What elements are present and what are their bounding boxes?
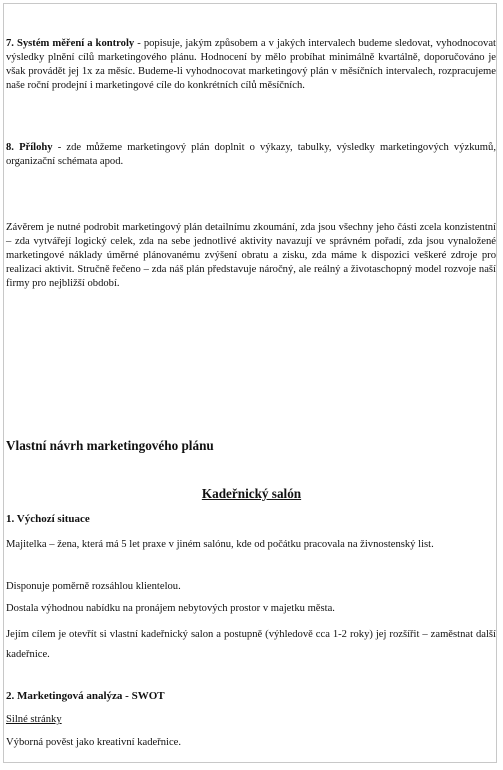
situation-title: 1. Výchozí situace [6, 513, 90, 525]
section-7-text: - popisuje, jakým způsobem a v jakých intervalech budeme sledovat, vyhodnocovat výsledky plnění cílů marketingového plánu. Hodnocení by mělo probíhat minimálně kvartálně, doporučováno je však provádět jej 1x za měsíc. Budeme-li vyhodnocovat marketingový plán v měsíčních intervalech, rozpracujeme naše roční prodejní i marketingové cíle do konkrétních cílů měsíčních. [6, 38, 496, 91]
situation-paragraph-4: Jejím cílem je otevřít si vlastní kadeřnický salon a postupně (výhledově cca 1-2 roky) jej rozšířit – zaměstnat další kadeřnice. [6, 629, 496, 660]
section-7-paragraph [6, 37, 496, 93]
situation-paragraph-3: Dostala výhodnou nabídku na pronájem nebytových prostor v majetku města. [6, 603, 335, 614]
situation-paragraph-2: Disponuje poměrně rozsáhlou klientelou. [6, 581, 181, 592]
swot-title: 2. Marketingová analýza - SWOT [6, 690, 165, 702]
salon-heading: Kadeřnický salón [201, 486, 302, 501]
section-7-title: 7. Systém měření a kontroly [6, 38, 135, 49]
section-8-text: - zde můžeme marketingový plán doplnit o výkazy, tabulky, výsledky marketingových výzkumů, organizační schémata apod. [6, 142, 496, 167]
section-8-paragraph [6, 141, 496, 169]
conclusion-paragraph: Závěrem je nutné podrobit marketingový plán detailnímu zkoumání, zda jsou všechny jeho části zcela konzistentní – zda vytvářejí logický celek, zda na sebe jednotlivé aktivity navazují ve správném pořadí, zda jsou vynaložené marketingové náklady úměrné plánovanému zvýšení obratu a zisku, zda máme k dispozici veškeré zdroje pro realizaci aktivit. Stručně řečeno – zda náš plán představuje náročný, ale reálný a životaschopný model rozvoje naší firmy pro nejbližší období. [6, 222, 496, 289]
situation-paragraph-1: Majitelka – žena, která má 5 let praxe v jiném salónu, kde od počátku pracovala na živnostenský list. [6, 539, 434, 550]
section-8-title: 8. Přílohy [6, 142, 53, 153]
plan-heading: Vlastní návrh marketingového plánu [6, 438, 214, 453]
strengths-label: Silné stránky [6, 714, 62, 725]
strength-item: Výborná pověst jako kreativní kadeřnice. [6, 737, 182, 748]
